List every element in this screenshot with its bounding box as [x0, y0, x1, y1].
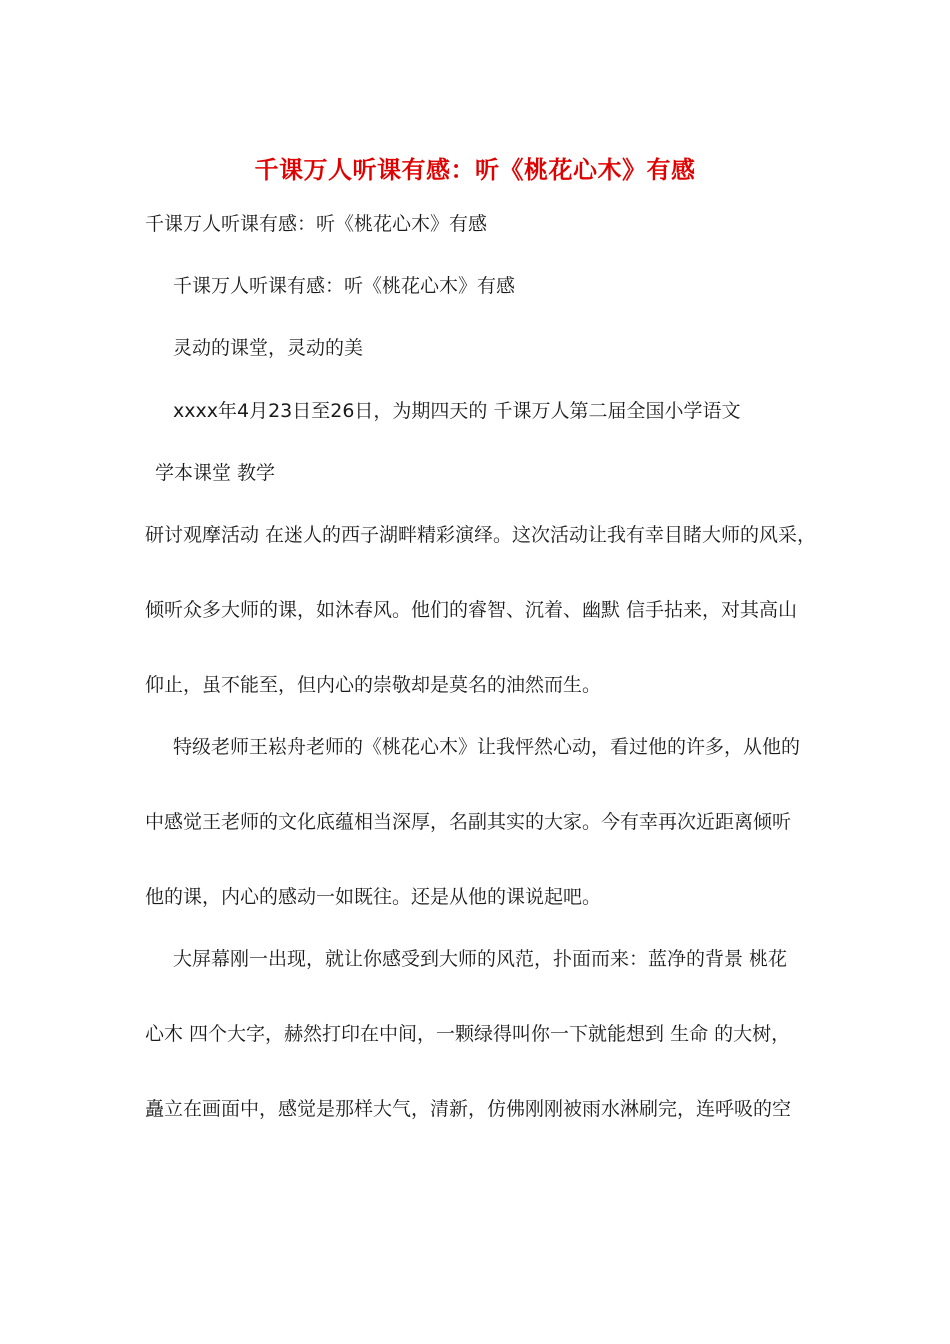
paragraph-3-line-1: 大屏幕刚一出现，就让你感受到大师的风范，扑面而来：蓝净的背景 桃花 — [173, 948, 788, 970]
paragraph-1-line-3: 研讨观摩活动 在迷人的西子湖畔精彩演绎。这次活动让我有幸目睹大师的风采， — [145, 524, 817, 546]
section-heading: 灵动的课堂，灵动的美 — [173, 337, 364, 359]
paragraph-1-line-1: xxxx年4月23日至26日，为期四天的 千课万人第二届全国小学语文 — [173, 400, 741, 422]
paragraph-2-line-3: 他的课，内心的感动一如既往。还是从他的课说起吧。 — [145, 886, 602, 908]
paragraph-1-line-2: 学本课堂 教学 — [155, 462, 276, 484]
paragraph-2-line-1: 特级老师王崧舟老师的《桃花心木》让我怦然心动，看过他的许多，从他的 — [173, 736, 801, 758]
paragraph-2-line-2: 中感觉王老师的文化底蕴相当深厚，名副其实的大家。今有幸再次近距离倾听 — [145, 811, 792, 833]
paragraph-3-line-2: 心木 四个大字，赫然打印在中间，一颗绿得叫你一下就能想到 生命 的大树， — [145, 1023, 791, 1045]
paragraph-3-line-3: 矗立在画面中，感觉是那样大气，清新，仿佛刚刚被雨水淋刷完，连呼吸的空 — [145, 1098, 792, 1120]
subtitle-line: 千课万人听课有感：听《桃花心木》有感 — [145, 213, 488, 235]
paragraph-1-line-4: 倾听众多大师的课，如沐春风。他们的睿智、沉着、幽默 信手拈来，对其高山 — [145, 599, 798, 621]
paragraph-1-line-5: 仰止，虽不能至，但内心的崇敬却是莫名的油然而生。 — [145, 674, 602, 696]
subtitle-line-indented: 千课万人听课有感：听《桃花心木》有感 — [173, 275, 516, 297]
document-title: 千课万人听课有感：听《桃花心木》有感 — [254, 155, 696, 184]
